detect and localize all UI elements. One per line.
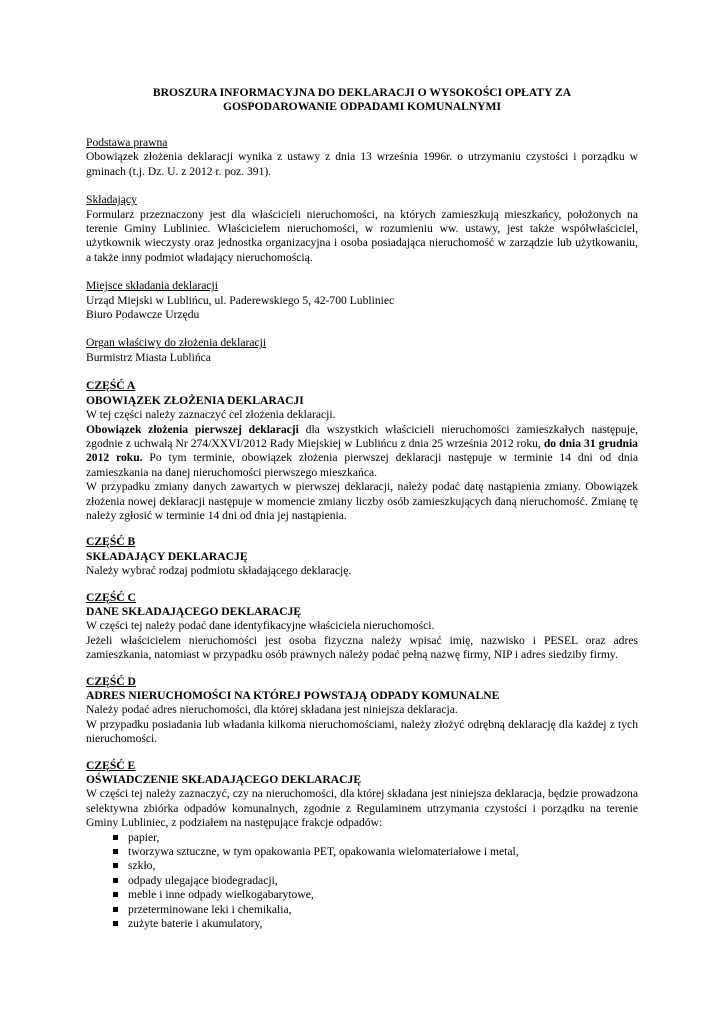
czesc-e-heading: OŚWIADCZENIE SKŁADAJĄCEGO DEKLARACJĘ	[86, 773, 362, 787]
organ-text: Burmistrz Miasta Lublińca	[86, 350, 211, 364]
czesc-d-paragraph-2: W przypadku posiadania lub władania kilkoma nieruchomościami, należy złożyć odrębną deklarację dla każdej z tych nieruchomości.	[86, 717, 638, 746]
czesc-a-label: CZĘŚĆ A	[86, 379, 136, 393]
title-line-1: BROSZURA INFORMACYJNA DO DEKLARACJI O WYSOKOŚCI OPŁATY ZA	[152, 86, 572, 99]
czesc-b-label: CZĘŚĆ B	[86, 535, 136, 549]
organ-heading: Organ właściwy do złożenia deklaracji	[86, 336, 267, 350]
czesc-a-paragraph-1: W tej części należy zaznaczyć cel złożenia deklaracji.	[86, 408, 336, 422]
section-miejsce-skladania	[86, 279, 638, 322]
czesc-b-paragraph-1: Należy wybrać rodzaj podmiotu składającego deklarację.	[86, 564, 352, 578]
czesc-a-bold-deadline: do dnia 31 grudnia 2012 roku.	[86, 436, 638, 465]
section-czesc-d	[86, 675, 638, 747]
miejsce-office: Biuro Podawcze Urzędu	[86, 308, 200, 322]
section-skladajacy	[86, 193, 638, 265]
czesc-c-paragraph-2: Jeżeli właścicielem nieruchomości jest osoba fizyczna należy wpisać imię, nazwisko i PESEL oraz adres zamieszkania, natomiast w przypadku osób prawnych należy podać pełną nazwę firmy, NIP i adres siedziby firmy.	[86, 633, 638, 662]
title-line-2: GOSPODAROWANIE ODPADAMI KOMUNALNYMI	[222, 100, 502, 113]
list-item: przeterminowane leki i chemikalia,	[110, 903, 638, 917]
section-organ-wlasciwy	[86, 336, 638, 365]
section-czesc-a	[86, 379, 638, 523]
miejsce-heading: Miejsce składania deklaracji	[86, 279, 218, 293]
czesc-a-text-1: dla wszystkich właścicieli nieruchomości zamieszkałych następuje, zgodnie z uchwałą Nr 274/XXVI/2012 Rady Miejskiej w Lublińcu z dnia 25 września 2012 roku,	[86, 422, 638, 450]
list-item: szkło,	[110, 859, 638, 873]
waste-fractions-list	[86, 831, 638, 932]
podstawa-text: Obowiązek złożenia deklaracji wynika z ustawy z dnia 13 września 1996r. o utrzymaniu czystości i porządku w gminach (t.j. Dz. U. z 2012 r. poz. 391).	[86, 150, 638, 178]
section-czesc-e	[86, 759, 638, 932]
czesc-c-paragraph-1: W części tej należy podać dane identyfikacyjne właściciela nieruchomości.	[86, 619, 435, 633]
czesc-a-text-2: Po tym terminie, obowiązek złożenia pierwszej deklaracji następuje w terminie 14 dni od dnia zamieszkania na danej nieruchomości pierwszego mieszkańca.	[86, 451, 638, 479]
list-item: tworzywa sztuczne, w tym opakowania PET, opakowania wielomateriałowe i metal,	[110, 845, 638, 859]
skladajacy-heading: Składający	[86, 193, 137, 207]
czesc-d-paragraph-1: Należy podać adres nieruchomości, dla której składana jest niniejsza deklaracja.	[86, 703, 458, 717]
document-title	[86, 86, 638, 114]
czesc-c-heading: DANE SKŁADAJĄCEGO DEKLARACJĘ	[86, 604, 302, 618]
czesc-a-paragraph-2	[86, 423, 638, 481]
miejsce-address: Urząd Miejski w Lublińcu, ul. Paderewskiego 5, 42-700 Lubliniec	[86, 293, 395, 307]
czesc-a-paragraph-3: W przypadku zmiany danych zawartych w pierwszej deklaracji, należy podać datę nastąpienia zmiany. Obowiązek złożenia nowej deklaracji następuje w momencie zmiany liczby osób zamieszkujących daną nieruchomość. Zmianę tę należy zgłosić w terminie 14 dni od dnia jej nastąpienia.	[86, 480, 638, 522]
section-czesc-c	[86, 591, 638, 663]
list-item: papier,	[110, 831, 638, 845]
podstawa-heading: Podstawa prawna	[86, 136, 168, 149]
section-podstawa-prawna	[86, 136, 638, 179]
czesc-d-heading: ADRES NIERUCHOMOŚCI NA KTÓREJ POWSTAJĄ ODPADY KOMUNALNE	[86, 689, 500, 702]
czesc-e-paragraph-1: W części tej należy zaznaczyć, czy na nieruchomości, dla której składana jest niniejsza deklaracja, będzie prowadzona selektywna zbiórka odpadów komunalnych, zgodnie z Regulaminem utrzymania czystości i porządku na terenie Gminy Lubliniec, z podziałem na następujące frakcje odpadów:	[86, 787, 638, 830]
section-czesc-b	[86, 535, 638, 578]
czesc-e-label: CZĘŚĆ E	[86, 758, 136, 772]
czesc-b-heading: SKŁADAJĄCY DEKLARACJĘ	[86, 549, 248, 563]
skladajacy-text: Formularz przeznaczony jest dla właścicieli nieruchomości, na których zamieszkują mieszkańcy, położonych na terenie Gminy Lubliniec. Właścicielem nieruchomości, w rozumieniu ww. ustawy, jest także współwłaściciel, użytkownik wieczysty oraz jednostka organizacyjna i osoba posiadająca nieruchomość w zarządzie lub użytkowaniu, a także inny podmiot władający nieruchomością.	[86, 207, 638, 264]
list-item: meble i inne odpady wielkogabarytowe,	[110, 888, 638, 902]
czesc-a-heading: OBOWIĄZEK ZŁOŻENIA DEKLARACJI	[86, 393, 304, 407]
czesc-d-label: CZĘŚĆ D	[86, 674, 136, 688]
czesc-a-bold-first-declaration: Obowiązek złożenia pierwszej deklaracji	[86, 422, 299, 436]
list-item: zużyte baterie i akumulatory,	[110, 917, 638, 931]
list-item: odpady ulegające biodegradacji,	[110, 874, 638, 888]
czesc-c-label: CZĘŚĆ C	[86, 590, 136, 604]
